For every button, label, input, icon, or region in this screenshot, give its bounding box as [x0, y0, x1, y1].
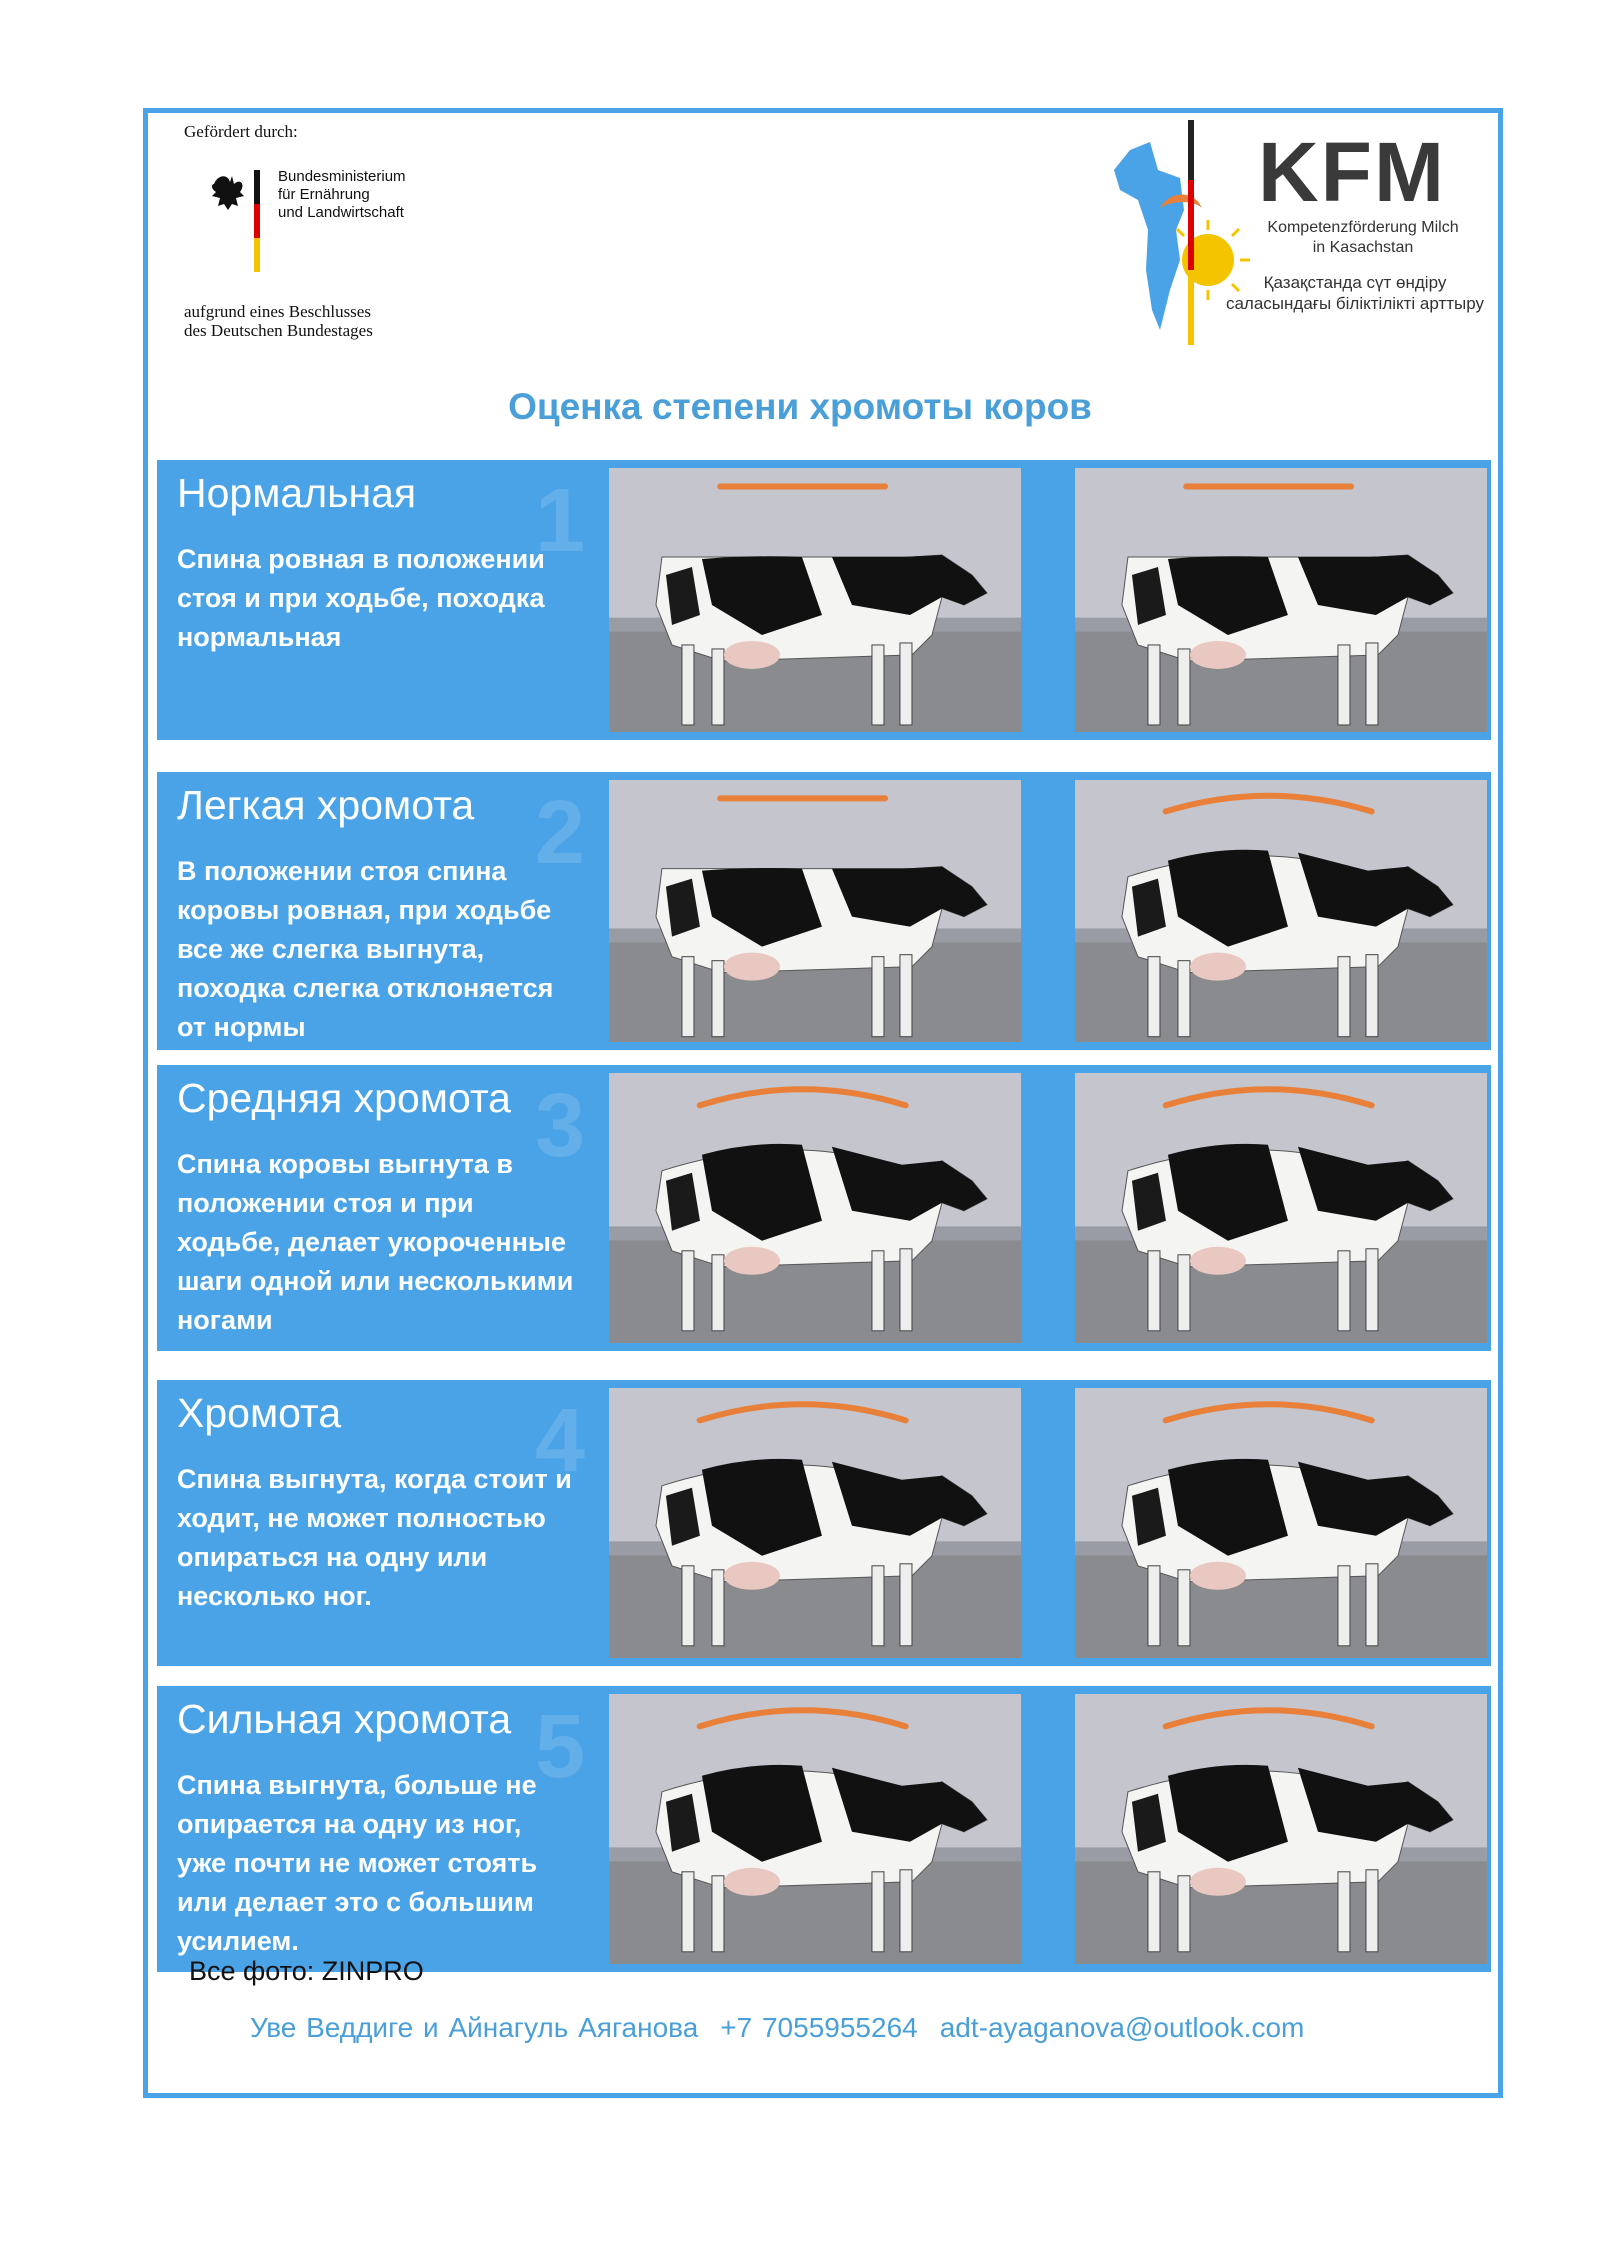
row-label: Легкая хромота: [177, 782, 475, 828]
row-description: Спина ровная в положении стоя и при ходьбе, походка нормальная: [177, 544, 545, 652]
row-score-number: 3: [535, 1076, 586, 1176]
cow-photo-standing: [609, 1073, 1021, 1343]
cow-photo-standing: [609, 1694, 1021, 1964]
cow-photo-walking: [1075, 1388, 1487, 1658]
row-label: Средняя хромота: [177, 1075, 511, 1121]
federal-eagle-icon: [210, 170, 270, 277]
row-score-number: 4: [535, 1391, 586, 1491]
contact-email[interactable]: adt-ayaganova@outlook.com: [939, 2012, 1305, 2043]
cow-photo-walking: [1075, 780, 1487, 1042]
lameness-row: [157, 1065, 1491, 1351]
cow-photo-walking: [1075, 1694, 1487, 1964]
photo-credit: Все фото: ZINPRO: [189, 1956, 424, 1986]
contact-authors: Уве Веддиге и Айнагуль Аяганова: [250, 2012, 699, 2043]
row-score-number: 2: [535, 783, 586, 883]
kfm-logo-kazakh: Қазақстанда сүт өндіру саласындағы біліктілікті арттыру: [1225, 273, 1485, 313]
lameness-row: [157, 1686, 1491, 1972]
row-description: Спина выгнута, больше не опирается на одну из ног, уже почти не может стоять или делает это с большим усилием.: [177, 1770, 538, 1956]
bundestag-note: aufgrund eines Beschlusses des Deutschen Bundestages: [184, 302, 373, 340]
row-score-number: 5: [535, 1697, 586, 1797]
lameness-row: [157, 460, 1491, 740]
row-score-number: 1: [535, 471, 586, 571]
cow-photo-walking: [1075, 468, 1487, 732]
kfm-logo-icon: [1110, 120, 1260, 350]
kfm-logo-title: KFM: [1258, 125, 1446, 219]
ministry-name: Bundesministerium für Ernährung und Landwirtschaft: [278, 168, 406, 221]
cow-photo-standing: [609, 468, 1021, 732]
page-title: Оценка степени хромоты коров: [508, 386, 1092, 427]
row-description: В положении стоя спина коровы ровная, при ходьбе все же слегка выгнута, походка слегка отклоняется от нормы: [177, 856, 554, 1042]
row-label: Нормальная: [177, 470, 417, 516]
row-description: Спина выгнута, когда стоит и ходит, не может полностью опираться на одну или несколько ног.: [177, 1464, 572, 1611]
contacts: [250, 2012, 1326, 2044]
row-description: Спина коровы выгнута в положении стоя и при ходьбе, делает укороченные шаги одной или несколькими ногами: [177, 1149, 574, 1335]
kfm-logo-subtitle: Kompetenzförderung Milch in Kasachstan: [1267, 219, 1459, 256]
funded-by-label: Gefördert durch:: [184, 122, 298, 141]
lameness-row: [157, 772, 1491, 1050]
cow-photo-standing: [609, 780, 1021, 1042]
cow-photo-walking: [1075, 1073, 1487, 1343]
contact-phone[interactable]: +7 7055955264: [720, 2012, 918, 2043]
row-label: Хромота: [177, 1390, 342, 1436]
row-label: Сильная хромота: [177, 1696, 512, 1742]
cow-photo-standing: [609, 1388, 1021, 1658]
lameness-row: [157, 1380, 1491, 1666]
